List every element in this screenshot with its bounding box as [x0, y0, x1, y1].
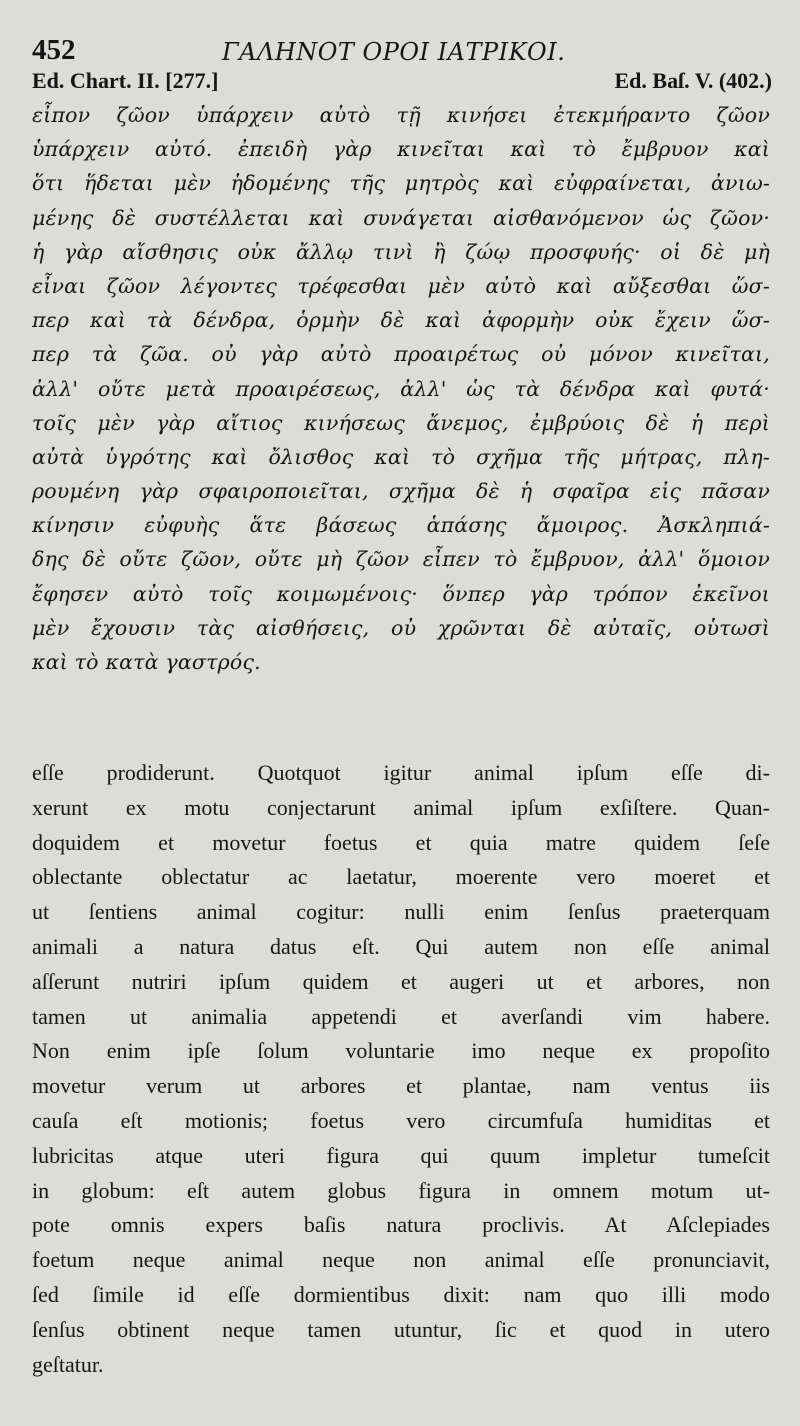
edition-reference-chart: Ed. Chart. II. [277.]: [32, 68, 219, 93]
page-header: [32, 34, 772, 68]
greek-text-line: ἀλλ' οὔτε μετὰ προαιρέσεως, ἀλλ' ὡς τὰ δένδρα καὶ φυτά·: [32, 376, 770, 401]
greek-text-line: κίνησιν εὐφυὴς ἅτε βάσεως ἁπάσης ἄμοιρος. Ἀσκληπιά-: [32, 513, 770, 538]
latin-text-line: oblectante oblectatur ac laetatur, moerente vero moeret et: [32, 864, 770, 890]
greek-text-line: δης δὲ οὔτε ζῶον, οὔτε μὴ ζῶον εἶπεν τὸ ἔμβρυον, ἀλλ' ὅμοιον: [32, 547, 770, 572]
latin-text-line: eſſe prodiderunt. Quotquot igitur animal ipſum eſſe di-: [32, 760, 770, 785]
latin-text-line: foetum neque animal neque non animal eſſe pronunciavit,: [32, 1247, 770, 1273]
latin-text-line: Non enim ipſe ſolum voluntarie imo neque ex propoſito: [32, 1038, 770, 1064]
greek-text-line: περ καὶ τὰ δένδρα, ὁρμὴν δὲ καὶ ἀφορμὴν οὐκ ἔχειν ὥσ-: [32, 308, 770, 333]
latin-text-line: lubricitas atque uteri figura qui quum impletur tumeſcit: [32, 1142, 770, 1168]
latin-text-line: cauſa eſt motionis; foetus vero circumfuſa humiditas et: [32, 1107, 770, 1133]
latin-text-line: xerunt ex motu conjectarunt animal ipſum exſiſtere. Quan-: [32, 794, 770, 820]
latin-text-line: animali a natura datus eſt. Qui autem non eſſe animal: [32, 933, 770, 959]
edition-reference-basel: Ed. Baſ. V. (402.): [614, 68, 772, 93]
latin-text-line: ſed ſimile id eſſe dormientibus dixit: nam quo illi modo: [32, 1281, 770, 1307]
greek-text-line: ἡ γὰρ αἴσθησις οὐκ ἄλλῳ τινὶ ἢ ζώῳ προσφυής· οἱ δὲ μὴ: [32, 239, 770, 264]
latin-text-line: pote omnis expers baſis natura proclivis. At Aſclepiades: [32, 1212, 770, 1238]
greek-text-line: τοῖς μὲν γὰρ αἴτιος κινήσεως ἄνεμος, ἐμβρύοις δὲ ἡ περὶ: [32, 410, 770, 435]
running-title: ΓΑΛΗΝΟΤ ΟΡΟΙ ΙΑΤΡΙΚΟΙ.: [222, 38, 566, 66]
latin-text-line: ſenſus obtinent neque tamen utuntur, ſic et quod in utero: [32, 1316, 770, 1342]
greek-text-line: καὶ τὸ κατὰ γαστρός.: [32, 650, 261, 674]
edition-references: [32, 68, 772, 98]
greek-text-line: ρουμένη γὰρ σφαιροποιεῖται, σχῆμα δὲ ἡ σφαῖρα εἰς πᾶσαν: [32, 479, 770, 504]
latin-text-line: doquidem et movetur foetus et quia matre quidem ſeſe: [32, 829, 770, 855]
greek-text-line: μένης δὲ συστέλλεται καὶ συνάγεται αἰσθανόμενον ὡς ζῶον·: [32, 205, 770, 230]
latin-text-line: in globum: eſt autem globus figura in omnem motum ut-: [32, 1177, 770, 1203]
page-number: 452: [32, 34, 76, 66]
greek-text-line: ἔφησεν αὐτὸ τοῖς κοιμωμένοις· ὅνπερ γὰρ τρόπον ἐκεῖνοι: [32, 581, 770, 606]
greek-text-line: εἶπον ζῶον ὑπάρχειν αὐτὸ τῇ κινήσει ἐτεκμήραντο ζῶον: [32, 103, 770, 127]
latin-text-line: tamen ut animalia appetendi et averſandi vim habere.: [32, 1003, 770, 1029]
latin-text-line: aſſerunt nutriri ipſum quidem et augeri ut et arbores, non: [32, 968, 770, 994]
greek-text-line: μὲν ἔχουσιν τὰς αἰσθήσεις, οὐ χρῶνται δὲ αὐταῖς, οὑτωσὶ: [32, 615, 770, 640]
greek-text-column: [32, 98, 770, 679]
greek-text-line: ὅτι ἥδεται μὲν ἡδομένης τῆς μητρὸς καὶ εὐφραίνεται, ἀνιω-: [32, 171, 770, 196]
latin-text-line: ut ſentiens animal cogitur: nulli enim ſenſus praeterquam: [32, 899, 770, 925]
latin-text-line: movetur verum ut arbores et plantae, nam ventus iis: [32, 1073, 770, 1099]
greek-text-line: αὐτὰ ὑγρότης καὶ ὄλισθος καὶ τὸ σχῆμα τῆς μήτρας, πλη-: [32, 444, 770, 469]
greek-text-line: περ τὰ ζῶα. οὐ γὰρ αὐτὸ προαιρέτως οὐ μόνον κινεῖται,: [32, 342, 770, 367]
latin-text-line: geſtatur.: [32, 1351, 104, 1377]
greek-text-line: ὑπάρχειν αὐτό. ἐπειδὴ γὰρ κινεῖται καὶ τὸ ἔμβρυον καὶ: [32, 137, 770, 162]
greek-text-line: εἶναι ζῶον λέγοντες τρέφεσθαι μὲν αὐτὸ καὶ αὔξεσθαι ὥσ-: [32, 273, 770, 298]
latin-text-column: [32, 756, 770, 1382]
